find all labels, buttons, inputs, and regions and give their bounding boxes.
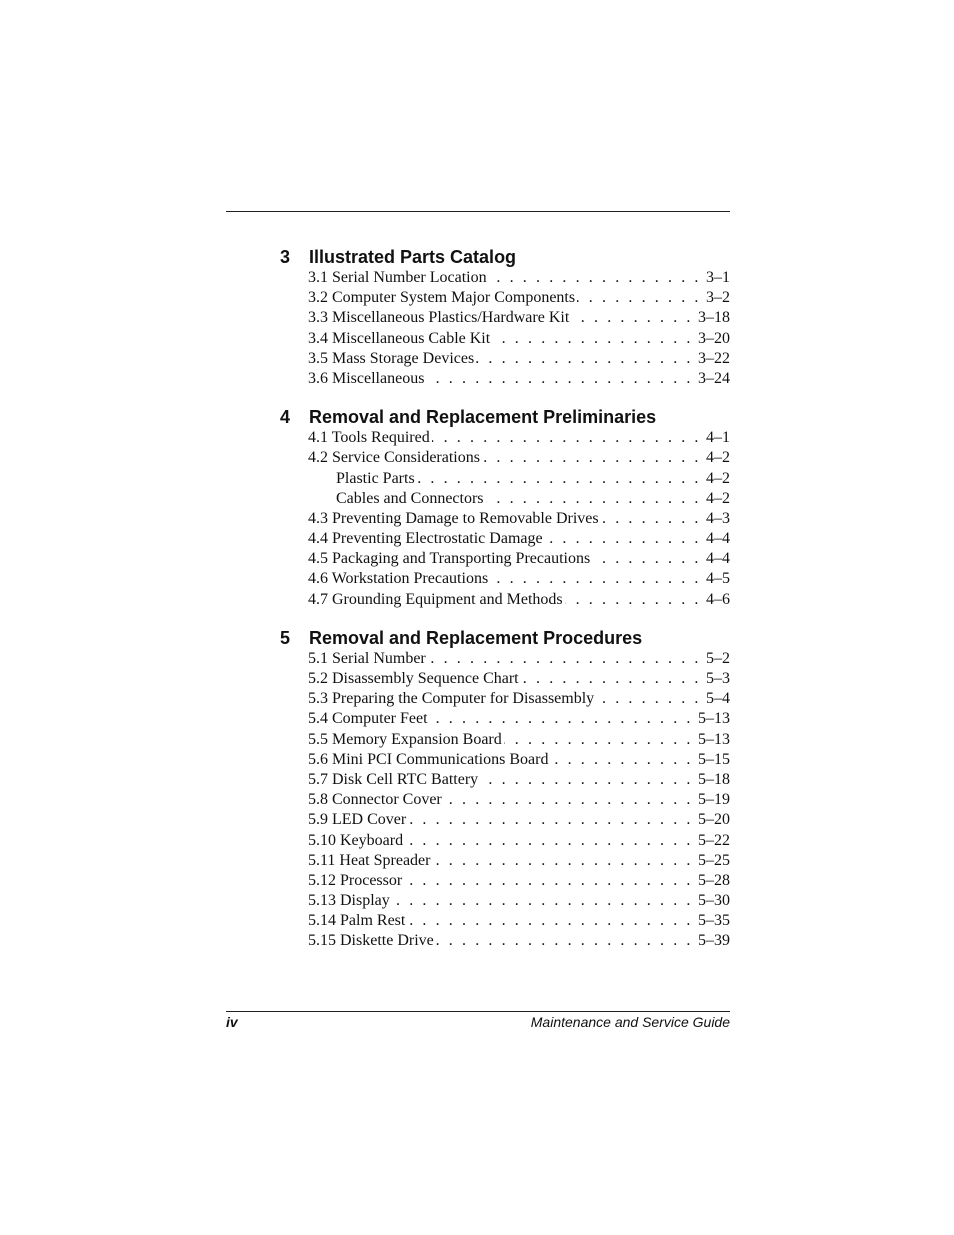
entry-title: 5.14 Palm Rest (308, 912, 406, 930)
toc-entry (308, 709, 730, 729)
toc-entry (308, 931, 730, 951)
entry-title: 3.1 Serial Number Location (308, 269, 487, 286)
dot-leader (550, 750, 693, 770)
entry-title: 5.4 Computer Feet (308, 710, 428, 728)
entry-title: 5.3 Preparing the Computer for Disassembly (308, 690, 595, 708)
dot-leader (596, 689, 701, 709)
dot-leader (490, 569, 701, 589)
dot-leader (521, 669, 701, 689)
dot-leader (426, 369, 693, 389)
entry-title: 5.10 Keyboard (308, 831, 404, 849)
entry-title: 3.3 Miscellaneous Plastics/Hardware Kit (308, 309, 570, 327)
entry-page-number: 5–35 (698, 912, 730, 930)
toc-entry (308, 569, 730, 589)
entry-page-number: 3–20 (698, 329, 730, 347)
entry-page-number: 5–39 (698, 932, 730, 950)
entry-page-number: 5–4 (706, 690, 730, 708)
dot-leader (492, 329, 693, 349)
entry-title: 5.15 Diskette Drive (308, 932, 434, 950)
toc-entry (308, 288, 730, 308)
dot-leader (480, 770, 693, 790)
chapter-title: Illustrated Parts Catalog (309, 247, 517, 267)
header-rule (226, 211, 730, 212)
entry-title: 5.5 Memory Expansion Board (308, 730, 502, 748)
toc-entry (308, 750, 730, 770)
entry-title: 3.6 Miscellaneous (308, 369, 425, 387)
entry-page-number: 5–3 (706, 670, 730, 687)
entry-title: 3.4 Miscellaneous Cable Kit (308, 329, 491, 347)
entry-page-number: 4–3 (706, 509, 730, 527)
dot-leader (476, 349, 693, 369)
toc-entry (308, 770, 730, 790)
toc-entry (308, 891, 730, 911)
dot-leader (430, 709, 693, 729)
entry-page-number: 3–22 (698, 349, 730, 367)
toc-entry (308, 689, 730, 709)
dot-leader (482, 448, 701, 468)
entry-title: 4.2 Service Considerations (308, 449, 480, 467)
entry-title: 5.13 Display (308, 892, 390, 910)
toc-entry (308, 590, 730, 610)
entry-page-number: 4–2 (706, 489, 730, 507)
chapter-title: Removal and Replacement Procedures (309, 627, 643, 648)
toc-entry (308, 268, 730, 288)
entry-title: 3.5 Mass Storage Devices (308, 349, 475, 367)
toc-entry (308, 308, 730, 328)
dot-leader (577, 288, 701, 308)
toc-subentry (308, 489, 730, 509)
entry-page-number: 3–18 (698, 309, 730, 327)
entry-title: 4.1 Tools Required (308, 429, 430, 447)
dot-leader (592, 549, 701, 569)
entry-title: 3.2 Computer System Major Components (308, 289, 576, 307)
entry-page-number: 4–2 (706, 469, 730, 487)
entry-title: 5.9 LED Cover (308, 811, 407, 829)
entry-page-number: 5–15 (698, 750, 730, 768)
entry-title: Plastic Parts (336, 469, 415, 487)
dot-leader (405, 831, 693, 851)
dot-leader (601, 509, 701, 529)
chapter-entries (280, 428, 730, 610)
dot-leader (486, 489, 701, 509)
dot-leader (436, 931, 693, 951)
toc-entry (308, 790, 730, 810)
entry-title: 5.12 Processor (308, 871, 403, 889)
entry-page-number: 5–2 (706, 649, 730, 667)
toc-entry (308, 509, 730, 529)
toc-entry (308, 448, 730, 468)
entry-title: 4.3 Preventing Damage to Removable Drives (308, 509, 599, 527)
dot-leader (545, 529, 701, 549)
toc-subentry (308, 469, 730, 489)
toc-entry (308, 649, 730, 669)
dot-leader (392, 891, 693, 911)
entry-title: 4.7 Grounding Equipment and Methods (308, 590, 563, 608)
toc-entry (308, 810, 730, 830)
entry-page-number: 5–22 (698, 831, 730, 849)
chapter-heading (280, 246, 730, 268)
toc-entry (308, 911, 730, 931)
toc-entry (308, 831, 730, 851)
entry-page-number: 5–25 (698, 851, 730, 869)
entry-title: 5.11 Heat Spreader (308, 851, 431, 869)
entry-title: 5.8 Connector Cover (308, 791, 442, 809)
entry-page-number: 4–6 (706, 590, 730, 608)
chapter-number: 4 (280, 407, 291, 428)
toc-entry (308, 329, 730, 349)
entry-page-number: 3–1 (706, 269, 730, 286)
entry-title: Cables and Connectors (336, 489, 484, 507)
toc-entry (308, 349, 730, 369)
toc-entry (308, 730, 730, 750)
chapter-entries (280, 649, 730, 952)
toc-entry (308, 529, 730, 549)
chapter-heading (280, 627, 730, 649)
chapter-heading (280, 406, 730, 428)
toc-entry (308, 871, 730, 891)
chapter-number: 3 (280, 247, 291, 267)
dot-leader (404, 871, 693, 891)
toc-entry (308, 851, 730, 871)
footer-rule (226, 1011, 730, 1012)
entry-page-number: 4–1 (706, 429, 730, 447)
entry-page-number: 4–5 (706, 570, 730, 588)
toc-chapter (280, 627, 730, 952)
dot-leader (432, 428, 701, 448)
entry-page-number: 5–30 (698, 892, 730, 910)
entry-page-number: 5–28 (698, 871, 730, 889)
chapter-entries (280, 268, 730, 389)
entry-page-number: 4–4 (706, 530, 730, 548)
dot-leader (432, 851, 693, 871)
toc-entry (308, 669, 730, 689)
entry-page-number: 5–20 (698, 811, 730, 829)
chapter-number: 5 (280, 627, 291, 648)
dot-leader (407, 911, 693, 931)
dot-leader (408, 810, 693, 830)
entry-title: 4.4 Preventing Electrostatic Damage (308, 530, 543, 548)
dot-leader (504, 730, 693, 750)
dot-leader (444, 790, 693, 810)
toc-entry (308, 549, 730, 569)
toc-entry (308, 369, 730, 389)
dot-leader (565, 590, 701, 610)
entry-page-number: 3–2 (706, 289, 730, 307)
entry-title: 4.6 Workstation Precautions (308, 570, 489, 588)
entry-page-number: 5–19 (698, 791, 730, 809)
entry-page-number: 3–24 (698, 369, 730, 387)
entry-page-number: 5–18 (698, 770, 730, 788)
entry-title: 5.1 Serial Number (308, 649, 426, 667)
toc-chapter (280, 406, 730, 610)
dot-leader (571, 308, 693, 328)
entry-title: 5.2 Disassembly Sequence Chart (308, 670, 519, 687)
dot-leader (489, 268, 701, 288)
entry-page-number: 4–2 (706, 449, 730, 467)
entry-title: 4.5 Packaging and Transporting Precautions (308, 550, 591, 568)
entry-page-number: 5–13 (698, 730, 730, 748)
entry-page-number: 5–13 (698, 710, 730, 728)
entry-title: 5.7 Disk Cell RTC Battery (308, 770, 479, 788)
footer-book-title: Maintenance and Service Guide (530, 1014, 730, 1030)
entry-title: 5.6 Mini PCI Communications Board (308, 750, 549, 768)
entry-page-number: 4–4 (706, 550, 730, 568)
table-of-contents (280, 246, 730, 969)
toc-entry (308, 428, 730, 448)
footer-page-number: iv (226, 1014, 238, 1030)
toc-chapter (280, 246, 730, 389)
chapter-title: Removal and Replacement Preliminaries (309, 407, 657, 428)
dot-leader (428, 649, 701, 669)
dot-leader (417, 469, 701, 489)
